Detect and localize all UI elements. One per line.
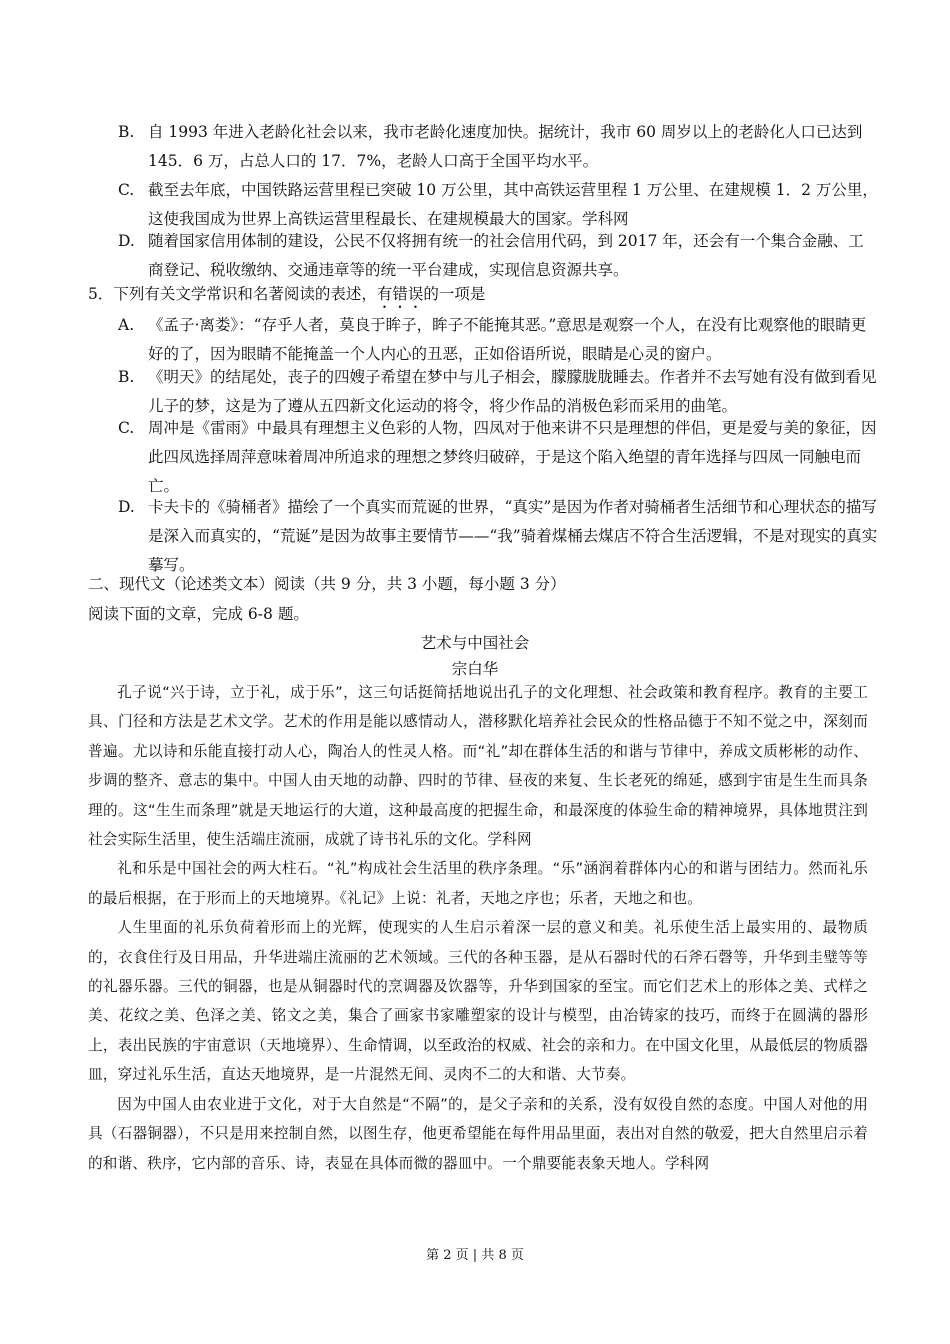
article-paragraph: 人生里面的礼乐负荷着形而上的光辉，使现实的人生启示着深一层的意义和美。礼乐使生活上最实用的、最物质的，衣食住行及日用品，升华进端庄流丽的艺术领域。三代的各种玉器，是从石器时代的石斧石磬等，升华到圭璧等等的礼器乐器。三代的铜器，也是从铜器时代的烹调器及饮器等，升华到国家的至宝。而它们艺术上的形体之美、式样之美、花纹之美、色泽之美、铭文之美，集合了画家书家雕塑家的设计与模型，由冶铸家的技巧，而终于在圆满的器形上，表出民族的宇宙意识（天地境界）、生命情调，以至政治的权威、社会的亲和力。在中国文化里，从最低层的物质器皿，穿过礼乐生活，直达天地境界，是一片混然无间、灵肉不二的大和谐、大节奏。 (88, 919, 868, 1084)
option-label: A. (118, 316, 135, 334)
option-label: B. (118, 123, 135, 141)
article-paragraph: 礼和乐是中国社会的两大柱石。“礼”构成社会生活里的秩序条理。“乐”涵润着群体内心的和谐与团结力。然而礼乐的最后根据，在于形而上的天地境界。《礼记》上说：礼者，天地之序也；乐者，天地之和也。 (88, 860, 868, 907)
q5-stem-start: 5．下列有关文学常识和名著阅读的表述， (88, 285, 377, 303)
option-text: 《孟子·离娄》：“存乎人者，莫良于眸子，眸子不能掩其恶。”意思是观察一个人，在没有比观察他的眼睛更好的了，因为眼睛不能掩盖一个人内心的丑恶，正如俗语所说，眼睛是心灵的窗户。 (148, 316, 867, 363)
option-text: 自 1993 年进入老龄化社会以来，我市老龄化速度加快。据统计，我市 60 周岁以上的老龄化人口已达到 145．6 万，占总人口的 17．7%，老龄人口高于全国平均水平。 (148, 123, 863, 170)
page-footer: 第 2 页 | 共 8 页 (426, 1248, 524, 1263)
q4-option-d (118, 227, 878, 285)
q4-option-c (118, 176, 878, 234)
article-author: 宗白华 (451, 660, 499, 678)
section-instruction: 阅读下面的文章，完成 6-8 题。 (88, 605, 309, 623)
section-heading: 二、现代文（论述类文本）阅读（共 9 分，共 3 小题，每小题 3 分） (88, 575, 566, 593)
q5-stem-emphasis: 有错误 (376, 285, 424, 303)
q5-stem (88, 280, 485, 312)
option-label: C. (118, 419, 135, 437)
article-body (88, 678, 868, 1178)
option-text: 卡夫卡的《骑桶者》描绘了一个真实而荒诞的世界，“真实”是因为作者对骑桶者生活细节和心理状态的描写是深入而真实的，“荒诞”是因为故事主要情节——“我”骑着煤桶去煤店不符合生活逻辑，不是对现实的真实摹写。 (148, 498, 878, 574)
q5-option-c (118, 414, 878, 501)
option-text: 截至去年底，中国铁路运营里程已突破 10 万公里，其中高铁运营里程 1 万公里、在建规模 1．2 万公里，这使我国成为世界上高铁运营里程最长、在建规模最大的国家。学科网 (148, 181, 878, 228)
q4-option-b (118, 118, 878, 176)
option-text: 随着国家信用体制的建设，公民不仅将拥有统一的社会信用代码，到 2017 年，还会有一个集合金融、工商登记、税收缴纳、交通违章等的统一平台建成，实现信息资源共享。 (148, 232, 864, 279)
article-title: 艺术与中国社会 (420, 634, 530, 652)
option-label: D. (118, 498, 135, 516)
option-label: C. (118, 181, 135, 199)
article-paragraph: 孔子说“兴于诗，立于礼，成于乐”，这三句话挺简括地说出孔子的文化理想、社会政策和教育程序。教育的主要工具、门径和方法是艺术文学。艺术的作用是能以感情动人，潜移默化培养社会民众的性格品德于不知不觉之中，深刻而普遍。尤以诗和乐能直接打动人心，陶冶人的性灵人格。而“礼”却在群体生活的和谐与节律中，养成文质彬彬的动作、步调的整齐、意志的集中。中国人由天地的动静、四时的节律、昼夜的来复、生长老死的绵延，感到宇宙是生生而具条理的。这“生生而条理”就是天地运行的大道，这种最高度的把握生命，和最深度的体验生命的精神境界，具体地贯注到社会实际生活里，使生活端庄流丽，成就了诗书礼乐的文化。学科网 (88, 684, 868, 849)
article-paragraph: 因为中国人由农业进于文化，对于大自然是“不隔”的，是父子亲和的关系，没有奴役自然的态度。中国人对他的用具（石器铜器），不只是用来控制自然，以图生存，他更希望能在每件用品里面，表出对自然的敬爱，把大自然里启示着的和谐、秩序，它内部的音乐、诗，表显在具体而微的器皿中。一个鼎要能表象天地人。学科网 (88, 1095, 868, 1172)
option-text: 《明天》的结尾处，丧子的四嫂子希望在梦中与儿子相会，朦朦胧胧睡去。作者并不去写她有没有做到看见儿子的梦，这是为了遵从五四新文化运动的将令，将少作品的消极色彩而采用的曲笔。 (148, 368, 877, 415)
q5-option-d (118, 493, 878, 580)
option-label: B. (118, 368, 135, 386)
q5-stem-end: 的一项是 (423, 285, 486, 303)
q5-option-b (118, 363, 878, 421)
option-label: D. (118, 232, 135, 250)
q5-option-a (118, 311, 878, 369)
option-text: 周冲是《雷雨》中最具有理想主义色彩的人物，四凤对于他来讲不只是理想的伴侣，更是爱与美的象征，因此四凤选择周萍意味着周冲所追求的理想之梦终归破碎，于是这个陷入绝望的青年选择与四凤一同触电而亡。 (148, 419, 877, 495)
